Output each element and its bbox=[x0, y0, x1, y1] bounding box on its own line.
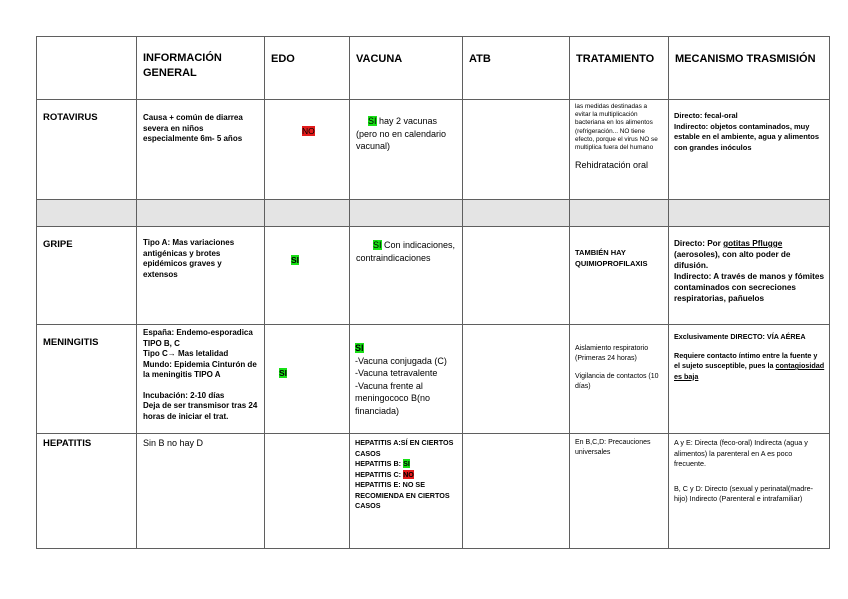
mecanismo-direct: Directo: fecal-oral bbox=[674, 111, 738, 120]
mecanismo-direct: Directo: Por gotitas Pflugge (aerosoles), con alto poder de difusión. bbox=[674, 239, 791, 270]
vacuna-text: SI Con indicaciones, contraindicaciones bbox=[356, 240, 456, 263]
atb-cell bbox=[463, 100, 570, 200]
info-text: España: Endemo-esporadica TIPO B, C Tipo C→ Mas letalidad Mundo: Epidemia Cinturón de la meningitis TIPO A Incubación: 2-10 días Deja de ser transmisor tras 24 horas de iniciar el trat. bbox=[143, 328, 258, 421]
disease-name: GRIPE bbox=[43, 239, 73, 250]
mecanismo-ae: A y E: Directa (feco-oral) Indirecta (agua y alimentos) la parenteral en A es poco frecuente. bbox=[674, 438, 808, 468]
row-meningitis bbox=[37, 325, 830, 434]
disease-name: MENINGITIS bbox=[43, 337, 99, 348]
atb-cell bbox=[463, 434, 570, 549]
tratamiento-text: TAMBIÉN HAY QUIMIOPROFILAXIS bbox=[575, 248, 648, 268]
row-gripe bbox=[37, 227, 830, 325]
atb-cell bbox=[463, 227, 570, 325]
vacuna-text: SI -Vacuna conjugada (C) -Vacuna tetravalente -Vacuna frente al meningococo B(no financiada) bbox=[355, 343, 447, 416]
row-hepatitis bbox=[37, 434, 830, 549]
header-mecanismo: MECANISMO TRASMISIÓN bbox=[669, 37, 830, 100]
si-badge: SI bbox=[403, 459, 410, 468]
header-tratamiento: TRATAMIENTO bbox=[570, 37, 669, 100]
header-edo: EDO bbox=[265, 37, 350, 100]
vacuna-text: SI hay 2 vacunas (pero no en calendario vacunal) bbox=[356, 116, 447, 151]
mecanismo-note: Requiere contacto íntimo entre la fuente y el sujeto susceptible, pues la contagiosidad es baja bbox=[674, 350, 825, 381]
tratamiento-note: las medidas destinadas a evitar la multiplicación bacteriana en los alimentos (refrigeración... NO tiene efecto, porque el virus NO se multiplica fuera del humano bbox=[575, 103, 658, 152]
si-badge: SI bbox=[373, 240, 382, 250]
row-rotavirus bbox=[37, 100, 830, 200]
header-vacuna: VACUNA bbox=[350, 37, 463, 100]
row-empty bbox=[37, 200, 830, 227]
tratamiento-1: Aislamiento respiratorio (Primeras 24 horas) bbox=[575, 345, 649, 362]
mecanismo-indirect: Indirecto: A través de manos y fómites contaminados con secreciones respiratorias, pañuelos bbox=[674, 272, 824, 303]
mecanismo-bcd: B, C y D: Directo (sexual y perinatal(madre-hijo) Indirecto (Parenteral e intrafamiliar) bbox=[674, 483, 814, 503]
edo-badge: SI bbox=[279, 368, 288, 378]
disease-name: ROTAVIRUS bbox=[43, 112, 98, 123]
info-text: Sin B no hay D bbox=[143, 438, 204, 448]
header-row bbox=[37, 37, 830, 100]
tratamiento-main: Rehidratación oral bbox=[575, 160, 649, 171]
header-info: INFORMACIÓN GENERAL bbox=[137, 37, 265, 100]
disease-name: HEPATITIS bbox=[43, 438, 92, 449]
info-text: Tipo A: Mas variaciones antigénicas y brotes epidémicos graves y extensos bbox=[143, 238, 235, 279]
si-badge: SI bbox=[355, 343, 364, 353]
atb-cell bbox=[463, 325, 570, 434]
info-text: Causa + común de diarrea severa en niños especialmente 6m- 5 años bbox=[143, 113, 243, 143]
edo-cell bbox=[265, 434, 350, 549]
tratamiento-text: En B,C,D: Precauciones universales bbox=[575, 439, 651, 456]
edo-badge: SI bbox=[291, 255, 300, 265]
disease-table bbox=[36, 36, 830, 549]
tratamiento-2: Vigilancia de contactos (10 días) bbox=[575, 373, 659, 390]
header-cell-empty bbox=[37, 37, 137, 100]
vacuna-text: HEPATITIS A:SÍ EN CIERTOS CASOS HEPATITIS B: SI HEPATITIS C: NO HEPATITIS E: NO SE RECOMIENDA EN CIERTOS CASOS bbox=[355, 438, 454, 510]
edo-badge: NO bbox=[302, 126, 315, 136]
header-atb: ATB bbox=[463, 37, 570, 100]
no-badge: NO bbox=[403, 469, 414, 479]
mecanismo-indirect: Indirecto: objetos contaminados, muy estable en el ambiente, agua y alimentos con grandes inóculos bbox=[674, 121, 820, 152]
mecanismo-direct: Exclusivamente DIRECTO: VÍA AÉREA bbox=[674, 332, 806, 341]
si-badge: SI bbox=[368, 116, 377, 126]
